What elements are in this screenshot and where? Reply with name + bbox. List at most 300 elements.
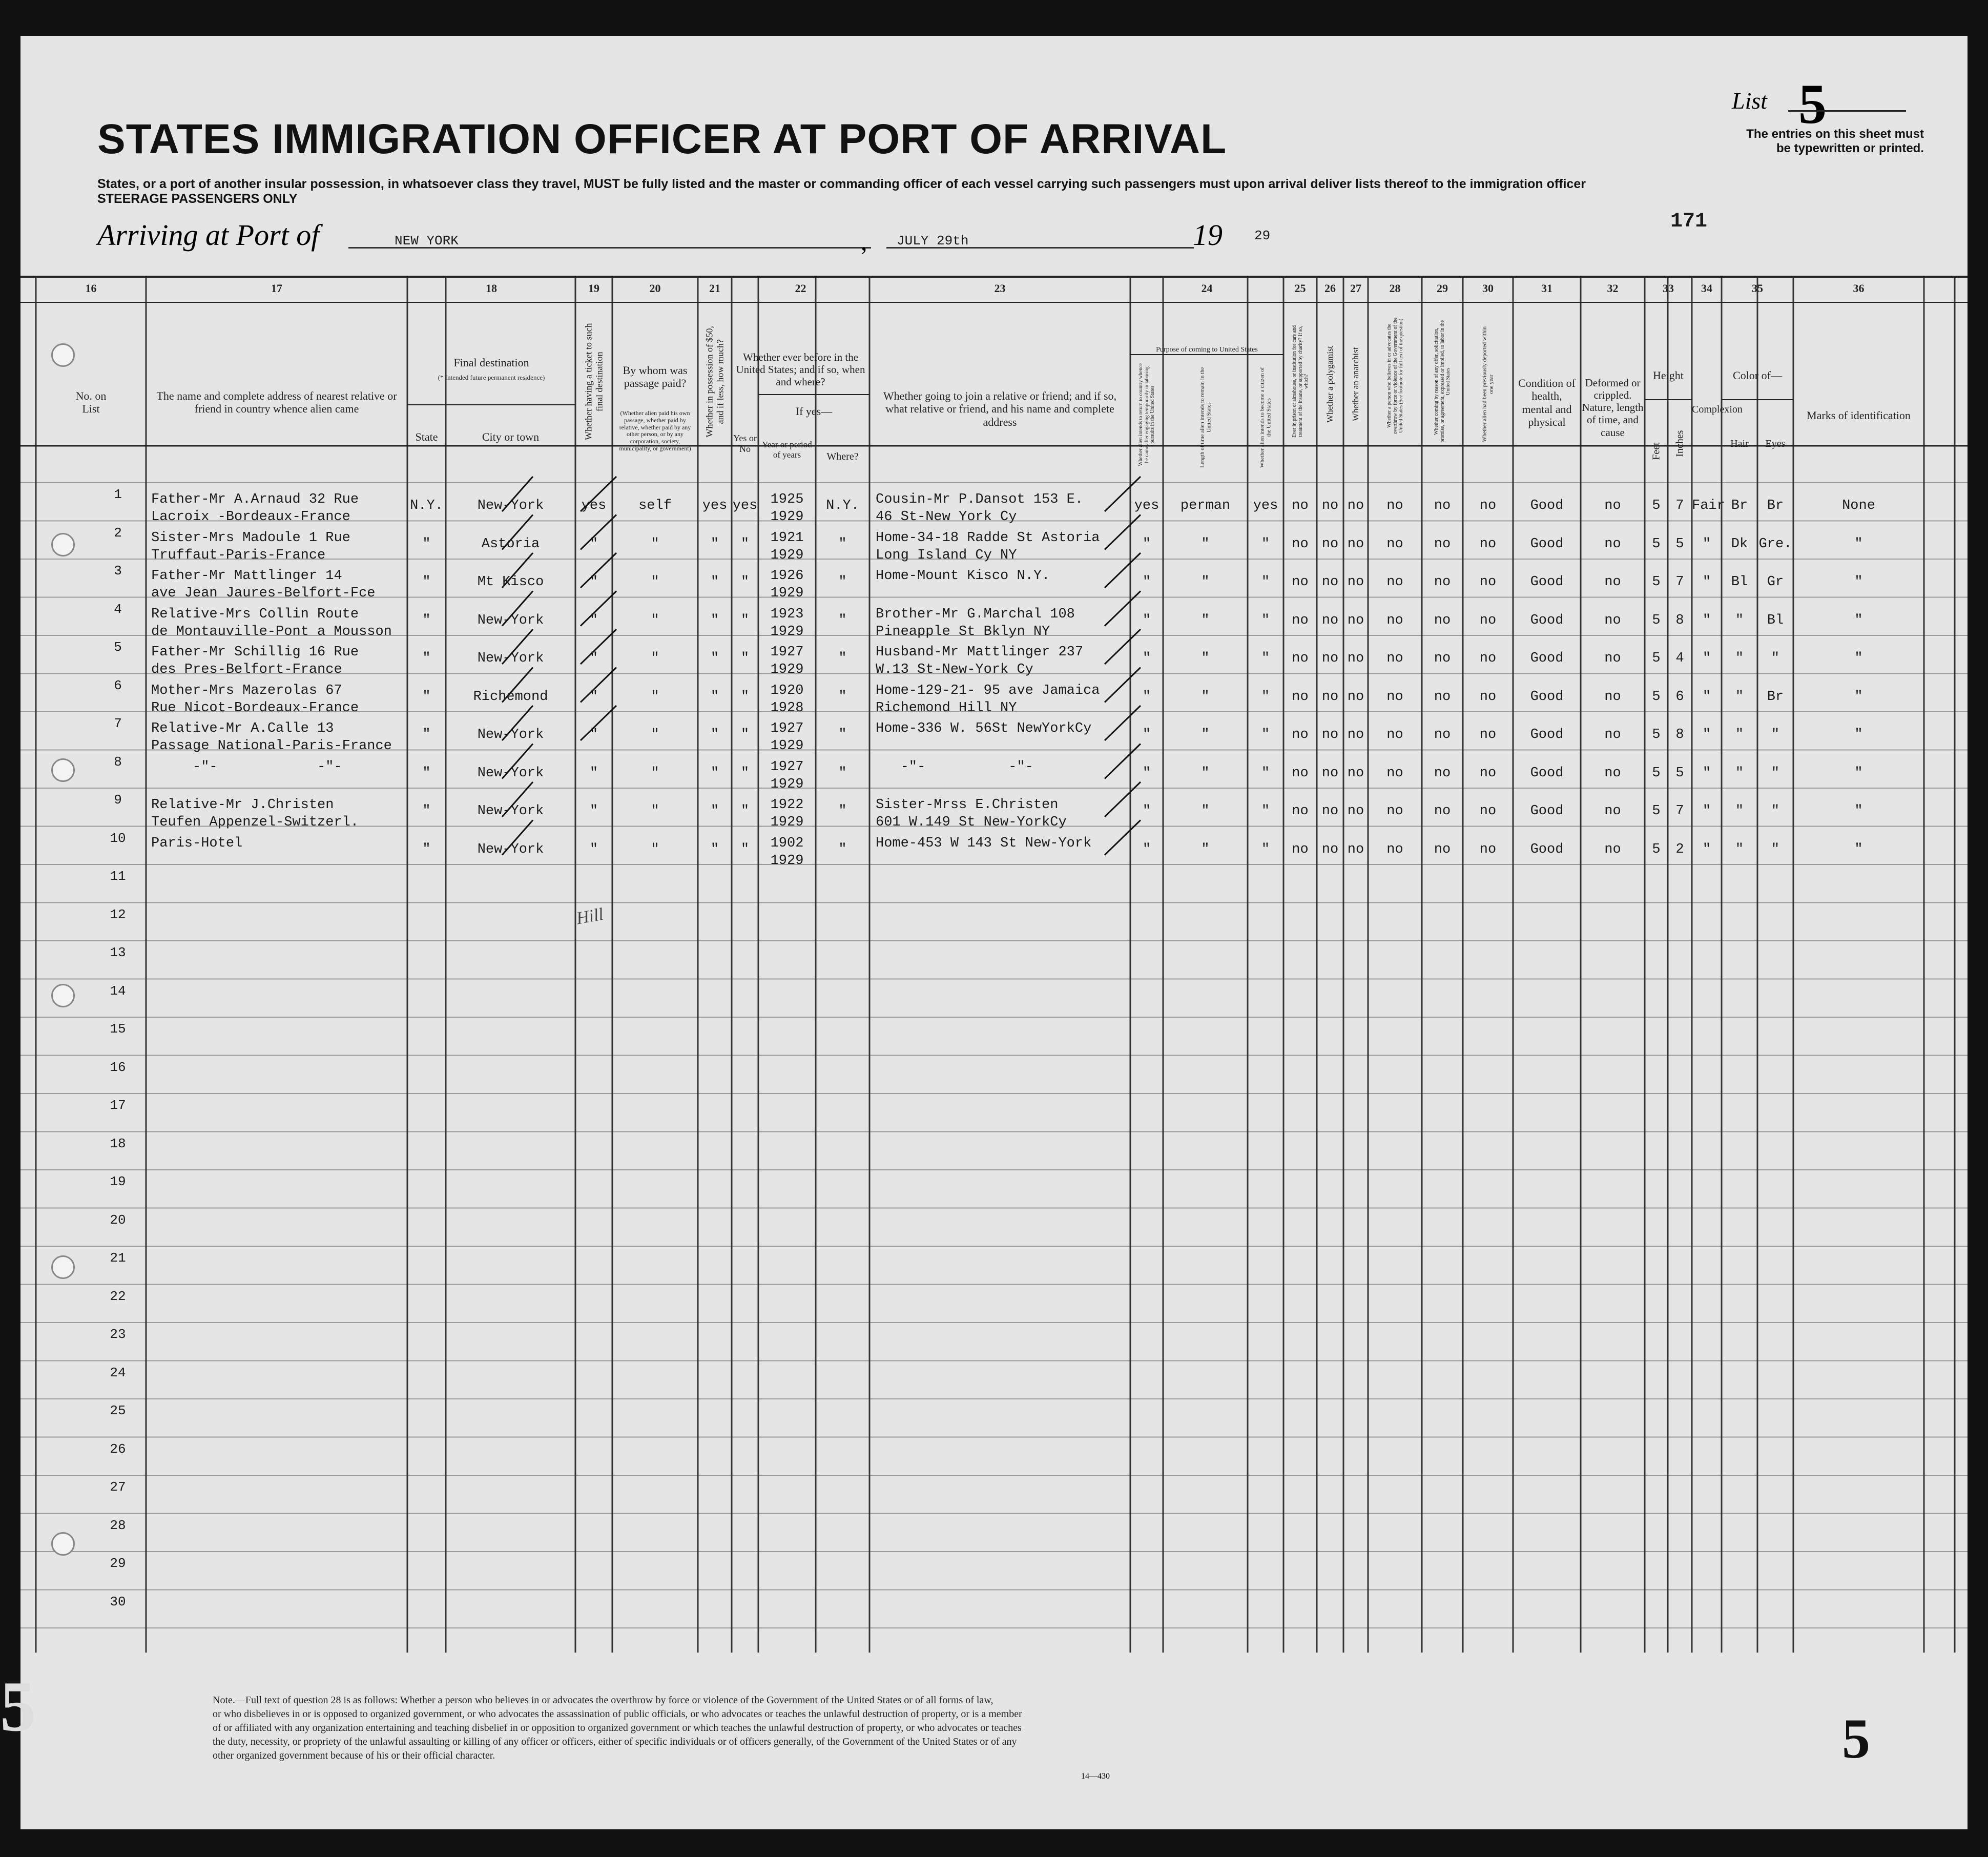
cell-health: Good bbox=[1530, 727, 1564, 742]
header-no-on-list: No. on List bbox=[75, 389, 107, 416]
cell-fifty: " bbox=[710, 765, 719, 781]
cell-state: N.Y. bbox=[410, 498, 443, 513]
joining-relative: W.13 St-New-York Cy bbox=[876, 662, 1033, 677]
cell-length: perman bbox=[1180, 498, 1231, 513]
cell-citizen: " bbox=[1261, 765, 1270, 781]
relative-address: Father-Mr Mattlinger 14 bbox=[151, 568, 342, 584]
row-number: 13 bbox=[110, 945, 126, 960]
cell-state: " bbox=[422, 651, 431, 666]
cell-state: " bbox=[422, 841, 431, 857]
cell-overthrow: no bbox=[1386, 612, 1403, 628]
cell-health: Good bbox=[1530, 803, 1564, 819]
cell-prison: no bbox=[1292, 727, 1309, 742]
cell-contract: no bbox=[1434, 536, 1451, 552]
cell-before: " bbox=[740, 803, 750, 819]
cell-feet: 5 bbox=[1652, 612, 1661, 628]
row-number: 15 bbox=[110, 1021, 126, 1037]
port-name: NEW YORK bbox=[395, 233, 459, 249]
cell-anarch: no bbox=[1347, 574, 1364, 590]
cell-eyes: " bbox=[1771, 651, 1780, 666]
cell-poly: no bbox=[1321, 651, 1339, 666]
header-marks: Marks of identification bbox=[1807, 409, 1911, 422]
row-number: 19 bbox=[110, 1174, 126, 1189]
year-before: 1902 bbox=[770, 835, 804, 851]
header-where: Where? bbox=[826, 451, 859, 462]
cell-poly: no bbox=[1321, 689, 1339, 705]
cell-eyes: " bbox=[1771, 841, 1780, 857]
cell-anarch: no bbox=[1347, 841, 1364, 857]
cell-poly: no bbox=[1321, 841, 1339, 857]
cell-overthrow: no bbox=[1386, 803, 1403, 819]
cell-deported: no bbox=[1479, 612, 1497, 628]
cell-state: " bbox=[422, 612, 431, 628]
cell-marks: " bbox=[1854, 841, 1863, 857]
cell-city: New-York bbox=[477, 651, 544, 666]
cell-contract: no bbox=[1434, 727, 1451, 742]
header-city: City or town bbox=[482, 430, 540, 443]
cell-contract: no bbox=[1434, 651, 1451, 666]
relative-address: Father-Mr Schillig 16 Rue bbox=[151, 645, 359, 660]
cell-ret: yes bbox=[1134, 498, 1159, 513]
cell-ticket: " bbox=[589, 841, 598, 857]
cell-state: " bbox=[422, 536, 431, 552]
cell-marks: " bbox=[1854, 651, 1863, 666]
cell-fifty: " bbox=[710, 574, 719, 590]
cell-where: " bbox=[838, 803, 847, 819]
cell-citizen: yes bbox=[1253, 498, 1278, 513]
header-yes-or-no: Yes or No bbox=[733, 433, 757, 454]
cell-hair: " bbox=[1735, 765, 1744, 781]
cell-hair: Dk bbox=[1731, 536, 1748, 552]
joining-relative: Sister-Mrss E.Christen bbox=[876, 797, 1059, 813]
cell-hair: Bl bbox=[1731, 574, 1748, 590]
year-before: 1927 bbox=[770, 721, 804, 736]
row-number: 30 bbox=[110, 1594, 126, 1610]
cell-before: " bbox=[740, 727, 750, 742]
cell-inches: 8 bbox=[1675, 612, 1684, 628]
row-number: 14 bbox=[110, 983, 126, 999]
year-before: 1929 bbox=[770, 624, 804, 639]
joining-relative: Home-34-18 Radde St Astoria bbox=[876, 530, 1100, 546]
joining-relative: Home-453 W 143 St New-York bbox=[876, 835, 1092, 851]
cell-eyes: Gre. bbox=[1758, 536, 1792, 552]
cell-fifty: " bbox=[710, 841, 719, 857]
comma-1: , bbox=[861, 227, 867, 256]
cell-anarch: no bbox=[1347, 803, 1364, 819]
year-prefix: 19 bbox=[1193, 218, 1223, 252]
cell-deformed: no bbox=[1604, 498, 1621, 513]
cell-health: Good bbox=[1530, 651, 1564, 666]
cell-citizen: " bbox=[1261, 841, 1270, 857]
cell-fifty: " bbox=[710, 612, 719, 628]
cell-complexion: " bbox=[1702, 689, 1711, 705]
cell-city: New-York bbox=[477, 498, 544, 513]
binder-hole bbox=[51, 758, 75, 782]
cell-fifty: " bbox=[710, 689, 719, 705]
list-underline bbox=[1788, 110, 1906, 112]
cell-hair: Br bbox=[1731, 498, 1748, 513]
cell-before: " bbox=[740, 536, 750, 552]
cell-complexion: " bbox=[1702, 612, 1711, 628]
cell-health: Good bbox=[1530, 765, 1564, 781]
cell-before: " bbox=[740, 574, 750, 590]
cell-deported: no bbox=[1479, 574, 1497, 590]
page-number: 171 bbox=[1670, 210, 1708, 233]
cell-anarch: no bbox=[1347, 727, 1364, 742]
binder-hole bbox=[51, 533, 75, 556]
cell-ret: " bbox=[1142, 727, 1151, 742]
header-if-yes: If yes— bbox=[795, 405, 833, 418]
cell-prison: no bbox=[1292, 498, 1309, 513]
cell-hair: " bbox=[1735, 689, 1744, 705]
cell-contract: no bbox=[1434, 498, 1451, 513]
list-number: 5 bbox=[1798, 73, 1827, 135]
column-number: 32 bbox=[1607, 282, 1619, 295]
cell-prison: no bbox=[1292, 612, 1309, 628]
cell-state: " bbox=[422, 765, 431, 781]
cell-where: " bbox=[838, 689, 847, 705]
header-color-of: Color of— bbox=[1733, 369, 1782, 382]
cell-citizen: " bbox=[1261, 689, 1270, 705]
row-number: 5 bbox=[114, 639, 122, 655]
year-before: 1929 bbox=[770, 586, 804, 601]
cell-inches: 2 bbox=[1675, 841, 1684, 857]
cell-city: New-York bbox=[477, 841, 544, 857]
relative-address: Relative-Mrs Collin Route bbox=[151, 606, 359, 622]
year-before: 1929 bbox=[770, 662, 804, 677]
joining-relative: Pineapple St Bklyn NY bbox=[876, 624, 1050, 639]
cell-fifty: " bbox=[710, 536, 719, 552]
header-polygamist: Whether a polygamist bbox=[1325, 345, 1335, 423]
list-label: List bbox=[1732, 88, 1768, 114]
cell-city: Mt Kisco bbox=[477, 574, 544, 590]
cell-complexion: " bbox=[1702, 651, 1711, 666]
cell-overthrow: no bbox=[1386, 574, 1403, 590]
relative-address: Truffaut-Paris-France bbox=[151, 547, 326, 563]
column-number: 17 bbox=[271, 282, 282, 295]
cell-overthrow: no bbox=[1386, 498, 1403, 513]
cell-overthrow: no bbox=[1386, 765, 1403, 781]
notice-text: States, or a port of another insular possession, in whatsoever class they travel, MUST be fully listed and the master or commanding officer of each vessel carrying such passengers must upon arrival deliver lists thereof to the immigration officer bbox=[97, 177, 1586, 191]
relative-address: Relative-Mr J.Christen bbox=[151, 797, 334, 813]
cell-paid: " bbox=[651, 536, 659, 552]
cell-prison: no bbox=[1292, 689, 1309, 705]
cell-health: Good bbox=[1530, 574, 1564, 590]
header-height: Height bbox=[1653, 369, 1684, 382]
header-prison: Ever in prison or almshouse, or institution for care and treatment of the insane, or supported by charity? If so, which? bbox=[1291, 325, 1309, 438]
cell-ticket: " bbox=[589, 803, 598, 819]
cell-city: Astoria bbox=[481, 536, 540, 552]
cell-inches: 5 bbox=[1675, 536, 1684, 552]
cell-inches: 7 bbox=[1675, 498, 1684, 513]
cell-feet: 5 bbox=[1652, 841, 1661, 857]
column-number: 20 bbox=[649, 282, 661, 295]
header-purpose-return: Whether alien intends to return to country whence he came after engaging temporarily in laboring pursuits in the United States bbox=[1137, 363, 1155, 466]
header-health: Condition of health, mental and physical bbox=[1518, 377, 1576, 428]
cell-paid: " bbox=[651, 841, 659, 857]
column-number: 21 bbox=[709, 282, 720, 295]
cell-state: " bbox=[422, 803, 431, 819]
cell-ret: " bbox=[1142, 612, 1151, 628]
footnote-line: of or affiliated with any organization entertaining and teaching disbelief in or opposition to organized government or which teaches the unlawful destruction of property, or who advocates or teaches bbox=[213, 1722, 1022, 1734]
cell-marks: " bbox=[1854, 803, 1863, 819]
cell-deformed: no bbox=[1604, 536, 1621, 552]
row-number: 28 bbox=[110, 1517, 126, 1533]
cell-ticket: " bbox=[589, 651, 598, 666]
cell-before: " bbox=[740, 612, 750, 628]
relative-address: des Pres-Belfort-France bbox=[151, 662, 342, 677]
cell-complexion: Fair bbox=[1692, 498, 1725, 513]
cell-inches: 6 bbox=[1675, 689, 1684, 705]
cell-prison: no bbox=[1292, 536, 1309, 552]
cell-marks: " bbox=[1854, 727, 1863, 742]
column-number: 18 bbox=[486, 282, 497, 295]
cell-deformed: no bbox=[1604, 612, 1621, 628]
cell-length: " bbox=[1201, 574, 1210, 590]
cell-ret: " bbox=[1142, 841, 1151, 857]
column-number: 22 bbox=[795, 282, 806, 295]
year-before: 1923 bbox=[770, 606, 804, 622]
cell-citizen: " bbox=[1261, 651, 1270, 666]
cell-inches: 7 bbox=[1675, 574, 1684, 590]
cell-health: Good bbox=[1530, 841, 1564, 857]
form-code: 14—430 bbox=[1081, 1772, 1110, 1781]
joining-relative: Home-129-21- 95 ave Jamaica bbox=[876, 683, 1100, 698]
relative-address: Lacroix -Bordeaux-France bbox=[151, 509, 350, 525]
header-ticket: Whether having a ticket to such final destination bbox=[583, 323, 604, 441]
cell-before: yes bbox=[732, 498, 758, 513]
year-suffix: 29 bbox=[1254, 228, 1271, 243]
cell-before: " bbox=[740, 765, 750, 781]
footnote-line: the duty, necessity, or propriety of the unlawful assaulting or killing of any officer or officers, either of specific individuals or of officers generally, of the Government of the United States or of any bbox=[213, 1736, 1017, 1747]
cell-overthrow: no bbox=[1386, 727, 1403, 742]
cell-overthrow: no bbox=[1386, 841, 1403, 857]
row-number: 18 bbox=[110, 1136, 126, 1151]
cell-contract: no bbox=[1434, 612, 1451, 628]
cell-length: " bbox=[1201, 727, 1210, 742]
row-number: 4 bbox=[114, 601, 122, 617]
footnote-line: or who disbelieves in or is opposed to organized government, or who advocates the assassination of public officials, or who advocates or teaches the unlawful destruction of property, or is a member bbox=[213, 1708, 1022, 1720]
relative-address: Mother-Mrs Mazerolas 67 bbox=[151, 683, 342, 698]
cell-hair: " bbox=[1735, 841, 1744, 857]
row-number: 10 bbox=[110, 830, 126, 846]
cell-contract: no bbox=[1434, 574, 1451, 590]
joining-relative: Cousin-Mr P.Dansot 153 E. bbox=[876, 492, 1084, 507]
cell-deformed: no bbox=[1604, 803, 1621, 819]
cell-deformed: no bbox=[1604, 765, 1621, 781]
column-number: 28 bbox=[1389, 282, 1401, 295]
cell-deported: no bbox=[1479, 727, 1497, 742]
cell-deported: no bbox=[1479, 536, 1497, 552]
cell-contract: no bbox=[1434, 689, 1451, 705]
row-number: 11 bbox=[110, 869, 126, 884]
cell-health: Good bbox=[1530, 612, 1564, 628]
joining-relative: 46 St-New York Cy bbox=[876, 509, 1017, 525]
joining-relative: 601 W.149 St New-YorkCy bbox=[876, 815, 1067, 830]
header-inches: Inches bbox=[1674, 429, 1685, 457]
header-complexion: Complexion bbox=[1692, 404, 1743, 415]
cell-length: " bbox=[1201, 612, 1210, 628]
year-before: 1928 bbox=[770, 700, 804, 716]
cell-eyes: Bl bbox=[1767, 612, 1784, 628]
cell-prison: no bbox=[1292, 841, 1309, 857]
row-number: 3 bbox=[114, 563, 122, 579]
row-number: 8 bbox=[114, 754, 122, 770]
cell-where: " bbox=[838, 765, 847, 781]
cell-poly: no bbox=[1321, 727, 1339, 742]
cell-paid: " bbox=[651, 803, 659, 819]
cell-ret: " bbox=[1142, 689, 1151, 705]
column-number: 31 bbox=[1541, 282, 1552, 295]
table-grid bbox=[20, 36, 1968, 1829]
joining-relative: Home-336 W. 56St NewYorkCy bbox=[876, 721, 1092, 736]
header-eyes: Eyes bbox=[1765, 438, 1786, 449]
year-before: 1929 bbox=[770, 815, 804, 830]
row-number: 7 bbox=[114, 716, 122, 731]
cell-inches: 4 bbox=[1675, 651, 1684, 666]
relative-address: Rue Nicot-Bordeaux-France bbox=[151, 700, 359, 716]
cell-deported: no bbox=[1479, 651, 1497, 666]
cell-health: Good bbox=[1530, 689, 1564, 705]
year-before: 1925 bbox=[770, 492, 804, 507]
cell-where: " bbox=[838, 651, 847, 666]
column-number: 16 bbox=[85, 282, 97, 295]
cell-marks: " bbox=[1854, 689, 1863, 705]
joining-relative: Home-Mount Kisco N.Y. bbox=[876, 568, 1050, 584]
cell-where: " bbox=[838, 727, 847, 742]
cell-paid: " bbox=[651, 689, 659, 705]
cell-feet: 5 bbox=[1652, 689, 1661, 705]
cell-length: " bbox=[1201, 803, 1210, 819]
cell-ticket: " bbox=[589, 689, 598, 705]
cell-city: New-York bbox=[477, 727, 544, 742]
header-purpose-length: Length of time alien intends to remain in the United States bbox=[1198, 367, 1212, 468]
footnote-line: Note.—Full text of question 28 is as follows: Whether a person who believes in or advocates the overthrow by force or violence of the Government of the United States or of all forms of law, bbox=[213, 1695, 993, 1706]
cell-hair: " bbox=[1735, 727, 1744, 742]
header-possession-50: Whether in possession of $50, and if less, how much? bbox=[704, 326, 725, 438]
cell-fifty: yes bbox=[702, 498, 728, 513]
binder-hole bbox=[51, 1255, 75, 1279]
cell-ticket: " bbox=[589, 765, 598, 781]
cell-deported: no bbox=[1479, 841, 1497, 857]
cell-anarch: no bbox=[1347, 651, 1364, 666]
cell-length: " bbox=[1201, 689, 1210, 705]
header-nearest-relative: The name and complete address of nearest relative or friend in country whence alien came bbox=[156, 389, 397, 416]
cell-anarch: no bbox=[1347, 612, 1364, 628]
cell-citizen: " bbox=[1261, 612, 1270, 628]
cell-where: " bbox=[838, 574, 847, 590]
cell-paid: " bbox=[651, 574, 659, 590]
row-number: 1 bbox=[114, 487, 122, 502]
cell-complexion: " bbox=[1702, 536, 1711, 552]
cell-poly: no bbox=[1321, 612, 1339, 628]
year-before: 1929 bbox=[770, 853, 804, 869]
handwritten-note: Hill bbox=[575, 904, 605, 928]
cell-city: Richemond bbox=[473, 689, 548, 705]
cell-ret: " bbox=[1142, 651, 1151, 666]
header-purpose-citizen: Whether alien intends to become a citizen of the United States bbox=[1259, 367, 1272, 468]
cell-anarch: no bbox=[1347, 765, 1364, 781]
cell-citizen: " bbox=[1261, 574, 1270, 590]
header-contract: Whether coming by reason of any offer, solicitation, promise, or agreement, expressed or implied, to labor in the United States bbox=[1433, 320, 1451, 443]
year-before: 1927 bbox=[770, 645, 804, 660]
row-number: 12 bbox=[110, 906, 126, 922]
cell-city: New-York bbox=[477, 765, 544, 781]
cell-poly: no bbox=[1321, 536, 1339, 552]
year-before: 1929 bbox=[770, 547, 804, 563]
cell-ticket: " bbox=[589, 612, 598, 628]
row-number: 2 bbox=[114, 525, 122, 541]
cell-city: New-York bbox=[477, 803, 544, 819]
cell-paid: " bbox=[651, 727, 659, 742]
cell-state: " bbox=[422, 689, 431, 705]
column-number: 29 bbox=[1437, 282, 1448, 295]
row-number: 17 bbox=[110, 1098, 126, 1113]
cell-feet: 5 bbox=[1652, 803, 1661, 819]
cell-ticket: yes bbox=[581, 498, 607, 513]
cell-poly: no bbox=[1321, 574, 1339, 590]
cell-anarch: no bbox=[1347, 536, 1364, 552]
cell-eyes: Br bbox=[1767, 689, 1784, 705]
cell-eyes: " bbox=[1771, 765, 1780, 781]
binder-hole bbox=[51, 1532, 75, 1556]
entries-note bbox=[1693, 127, 1924, 156]
manifest-sheet bbox=[20, 36, 1968, 1829]
relative-address: -"- -"- bbox=[151, 759, 342, 775]
cell-ret: " bbox=[1142, 536, 1151, 552]
cell-feet: 5 bbox=[1652, 765, 1661, 781]
header-deformed: Deformed or crippled. Nature, length of time, and cause bbox=[1582, 377, 1644, 439]
relative-address: Teufen Appenzel-Switzerl. bbox=[151, 815, 359, 830]
cell-fifty: " bbox=[710, 803, 719, 819]
row-number: 23 bbox=[110, 1327, 126, 1342]
cell-health: Good bbox=[1530, 498, 1564, 513]
column-number: 35 bbox=[1752, 282, 1763, 295]
cell-complexion: " bbox=[1702, 765, 1711, 781]
cell-deported: no bbox=[1479, 689, 1497, 705]
binder-hole bbox=[51, 984, 75, 1007]
left-edge-number: 5 bbox=[0, 1667, 36, 1746]
cell-deported: no bbox=[1479, 498, 1497, 513]
cell-ticket: " bbox=[589, 727, 598, 742]
cell-overthrow: no bbox=[1386, 536, 1403, 552]
joining-relative: Brother-Mr G.Marchal 108 bbox=[876, 606, 1075, 622]
cell-ret: " bbox=[1142, 574, 1151, 590]
relative-address: Passage National-Paris-France bbox=[151, 738, 392, 754]
cell-feet: 5 bbox=[1652, 536, 1661, 552]
cell-where: " bbox=[838, 841, 847, 857]
cell-marks: " bbox=[1854, 574, 1863, 590]
cell-deformed: no bbox=[1604, 574, 1621, 590]
cell-hair: " bbox=[1735, 651, 1744, 666]
year-before: 1929 bbox=[770, 738, 804, 754]
header-feet: Feet bbox=[1650, 442, 1662, 460]
cell-contract: no bbox=[1434, 765, 1451, 781]
cell-marks: " bbox=[1854, 765, 1863, 781]
column-number: 34 bbox=[1701, 282, 1712, 295]
row-number: 27 bbox=[110, 1479, 126, 1495]
cell-paid: " bbox=[651, 612, 659, 628]
cell-citizen: " bbox=[1261, 803, 1270, 819]
cell-eyes: Br bbox=[1767, 498, 1784, 513]
cell-state: " bbox=[422, 574, 431, 590]
column-number: 36 bbox=[1853, 282, 1865, 295]
cell-poly: no bbox=[1321, 765, 1339, 781]
cell-before: " bbox=[740, 841, 750, 857]
arriving-label: Arriving at Port of bbox=[97, 218, 320, 252]
cell-health: Good bbox=[1530, 536, 1564, 552]
year-before: 1926 bbox=[770, 568, 804, 584]
